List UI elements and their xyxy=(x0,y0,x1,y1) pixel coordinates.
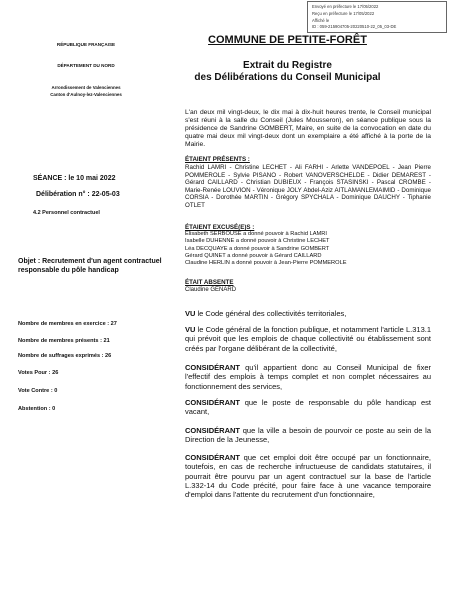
recital-text: que cet emploi doit être occupé par un fonctionnaire, toutefois, en cas de recherche infructueuse de candidats statutaires, il pourrait être pourvu par un agent contractuel sur la base de l'article L.332-14 du Code précité, pour faire face à une vacance temporaire d'emploi dans l'attente du recrutement d'un fonctionnaire, xyxy=(185,453,431,500)
present-names: Rachid LAMRI - Christine LECHET - Ali FARHI - Arlette VANDEPOEL - Jean Pierre POMMEROLE - Sylvie PISANO - Robert VANOVERSCHELDE - Didier DEMAREST - Gérard CAILLARD - Christian DUBIEUX - François STASINSKI - Pascal CROMBE - Marie-Renée LOUVION - Véronique JOLY Abdel-Aziz AITLAMANLEMAIMID - Dominique CORSIA - Dorothée MARTIN - Grégory SPYCHALA - Dominique DAUCHY - Tiphanie OTLET xyxy=(185,164,431,209)
recital-text: que la ville a besoin de pourvoir ce poste au sein de la Direction de la Jeunesse, xyxy=(185,426,431,445)
present-heading: ÉTAIENT PRÉSENTS : xyxy=(185,156,250,163)
recital-lead: CONSIDÉRANT xyxy=(185,426,241,435)
recital-paragraph xyxy=(185,398,431,417)
stamp-id: ID : 059-215904705-20220510-22_05_03-DE xyxy=(312,24,397,30)
register-subtitle: des Délibérations du Conseil Municipal xyxy=(194,72,381,83)
recital-text: que le poste de responsable du pôle handicap est vacant, xyxy=(185,398,431,417)
recital-paragraph xyxy=(185,325,431,353)
prefecture-stamp xyxy=(307,1,447,33)
intro-paragraph: L'an deux mil vingt-deux, le dix mai à dix-huit heures trente, le Conseil municipal s'est réuni à la salle du Conseil (Jules Mousseron), en séance publique sous la présidence de Sandrine GOMBERT, Maire, en suite de la convocation en date du quatre mai deux mil vingt-deux dont un exemplaire a été affiché à la porte de la Mairie. xyxy=(185,109,431,148)
excused-heading: ÉTAIENT EXCUSÉ(E)S : xyxy=(185,224,255,231)
votes-cast: Nombre de suffrages exprimés : 26 xyxy=(18,353,112,359)
recital-lead: VU xyxy=(185,309,196,318)
excused-list xyxy=(185,231,431,267)
recital-text: le Code général des collectivités territoriales, xyxy=(195,309,347,318)
recital-paragraph xyxy=(185,309,431,318)
session-date: SÉANCE : le 10 mai 2022 xyxy=(33,175,116,182)
recital-lead: CONSIDÉRANT xyxy=(185,398,241,407)
recital-text: le Code général de la fonction publique, et notamment l'article L.313.1 qui prévoit que les emplois de chaque collectivité ou établissement sont créés par l'organe délibérant de la collectivité, xyxy=(185,325,431,353)
recital-lead: CONSIDÉRANT xyxy=(185,363,241,372)
votes-against: Vote Contre : 0 xyxy=(18,388,58,394)
absent-name: Claudine GENARD xyxy=(185,287,237,293)
recital-lead: VU xyxy=(185,325,196,334)
arrondissement-label: Arrondissement de Valenciennes xyxy=(51,85,121,90)
department-label: DÉPARTEMENT DU NORD xyxy=(57,63,115,68)
recital-paragraph xyxy=(185,363,431,391)
recital-text: qu'il appartient donc au Conseil Municipal de fixer l'effectif des emplois à temps complet et non complet nécessaires au fonctionnement des services, xyxy=(185,363,431,391)
list-item: Isabelle DUHENNE a donné pouvoir à Christine LECHET xyxy=(185,238,330,245)
members-present: Nombre de membres présents : 21 xyxy=(18,338,110,344)
recital-paragraph xyxy=(185,426,431,445)
recital-paragraph xyxy=(185,453,431,499)
recital-lead: CONSIDÉRANT xyxy=(185,453,241,462)
list-item: Elisabeth SERBOUSE a donné pouvoir à Rachid LAMRI xyxy=(185,231,327,237)
stamp-received: Reçu en préfecture le 17/05/2022 xyxy=(312,10,375,16)
commune-title: COMMUNE DE PETITE-FORÊT xyxy=(208,34,367,46)
absent-heading: ÉTAIT ABSENTE xyxy=(185,279,234,286)
stamp-posted: Affiché le xyxy=(312,17,330,23)
canton-label: Canton d'Aulnoy-lez-Valenciennes xyxy=(50,92,122,97)
abstentions: Abstention : 0 xyxy=(18,406,56,412)
deliberation-category: 4.2 Personnel contractuel xyxy=(33,210,100,216)
stamp-sent: Envoyé en préfecture le 17/05/2022 xyxy=(312,4,379,9)
republic-label: RÉPUBLIQUE FRANÇAISE xyxy=(56,42,116,47)
members-in-office: Nombre de membres en exercice : 27 xyxy=(18,321,117,327)
register-title: Extrait du Registre xyxy=(243,60,332,71)
deliberation-number: Délibération n° : 22-05-03 xyxy=(36,191,120,198)
list-item: Gérard QUINET a donné pouvoir à Gérard CAILLARD xyxy=(185,252,322,259)
votes-for: Votes Pour : 26 xyxy=(18,370,59,376)
list-item: Léa DECQUAYE a donné pouvoir à Sandrine GOMBERT xyxy=(185,245,330,252)
subject: Objet : Recrutement d'un agent contractuel responsable du pôle handicap xyxy=(18,258,162,274)
list-item: Claudine HERLIN a donné pouvoir à Jean-Pierre POMMEROLE xyxy=(185,260,347,267)
